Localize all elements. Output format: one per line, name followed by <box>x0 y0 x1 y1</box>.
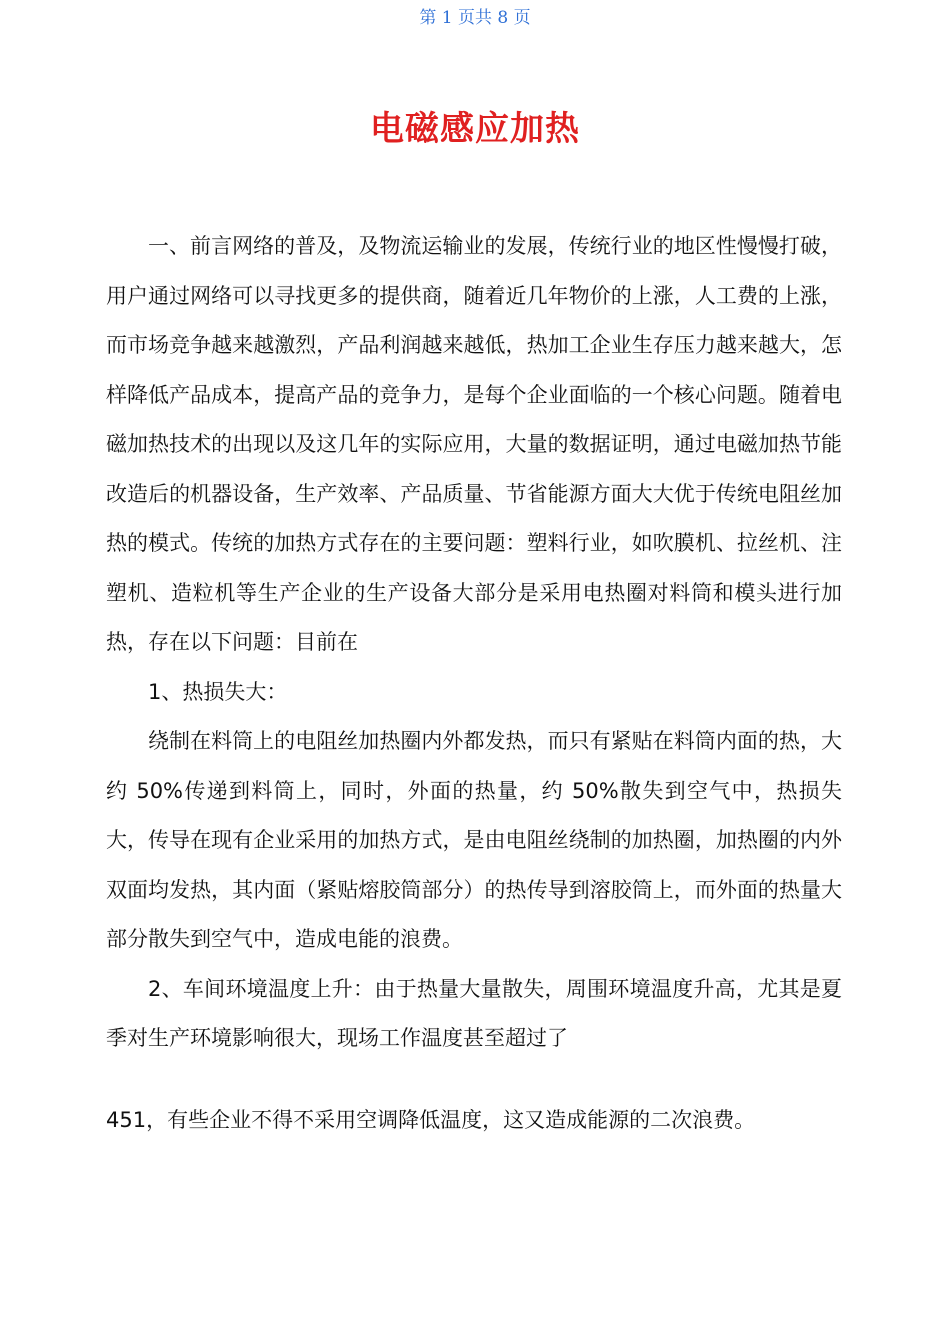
page-indicator: 第 1 页共 8 页 <box>419 8 531 28</box>
paragraph-energy-waste: 451，有些企业不得不采用空调降低温度，这又造成能源的二次浪费。 <box>106 1107 756 1132</box>
paragraph-heat-loss-heading: 1、热损失大： <box>148 679 288 704</box>
paragraph-workshop-temperature: 2、车间环境温度上升：由于热量大量散失，周围环境温度升高，尤其是夏季对生产环境影响很大，现场工作温度甚至超过了 <box>106 976 842 1050</box>
paragraph-intro: 一、前言网络的普及，及物流运输业的发展，传统行业的地区性慢慢打破，用户通过网络可以寻找更多的提供商，随着近几年物价的上涨，人工费的上涨，而市场竞争越来越激烈，产品利润越来越低，热加工企业生存压力越来越大，怎样降低产品成本，提高产品的竞争力，是每个企业面临的一个核心问题。随着电磁加热技术的出现以及这几年的实际应用，大量的数据证明，通过电磁加热节能改造后的机器设备，生产效率、产品质量、节省能源方面大大优于传统电阻丝加热的模式。传统的加热方式存在的主要问题：塑料行业，如吹膜机、拉丝机、注塑机、造粒机等生产企业的生产设备大部分是采用电热圈对料筒和模头进行加热，存在以下问题：目前在 <box>106 234 842 654</box>
paragraph-heat-loss-detail: 绕制在料筒上的电阻丝加热圈内外都发热，而只有紧贴在料筒内面的热，大约 50%传递到料筒上，同时，外面的热量，约 50%散失到空气中，热损失大，传导在现有企业采用的加热方式，是由电阻丝绕制的加热圈，加热圈的内外双面均发热，其内面（紧贴熔胶筒部分）的热传导到溶胶筒上，而外面的热量大部分散失到空气中，造成电能的浪费。 <box>106 729 842 951</box>
document-title: 电磁感应加热 <box>370 109 580 149</box>
document-body <box>106 222 842 1145</box>
